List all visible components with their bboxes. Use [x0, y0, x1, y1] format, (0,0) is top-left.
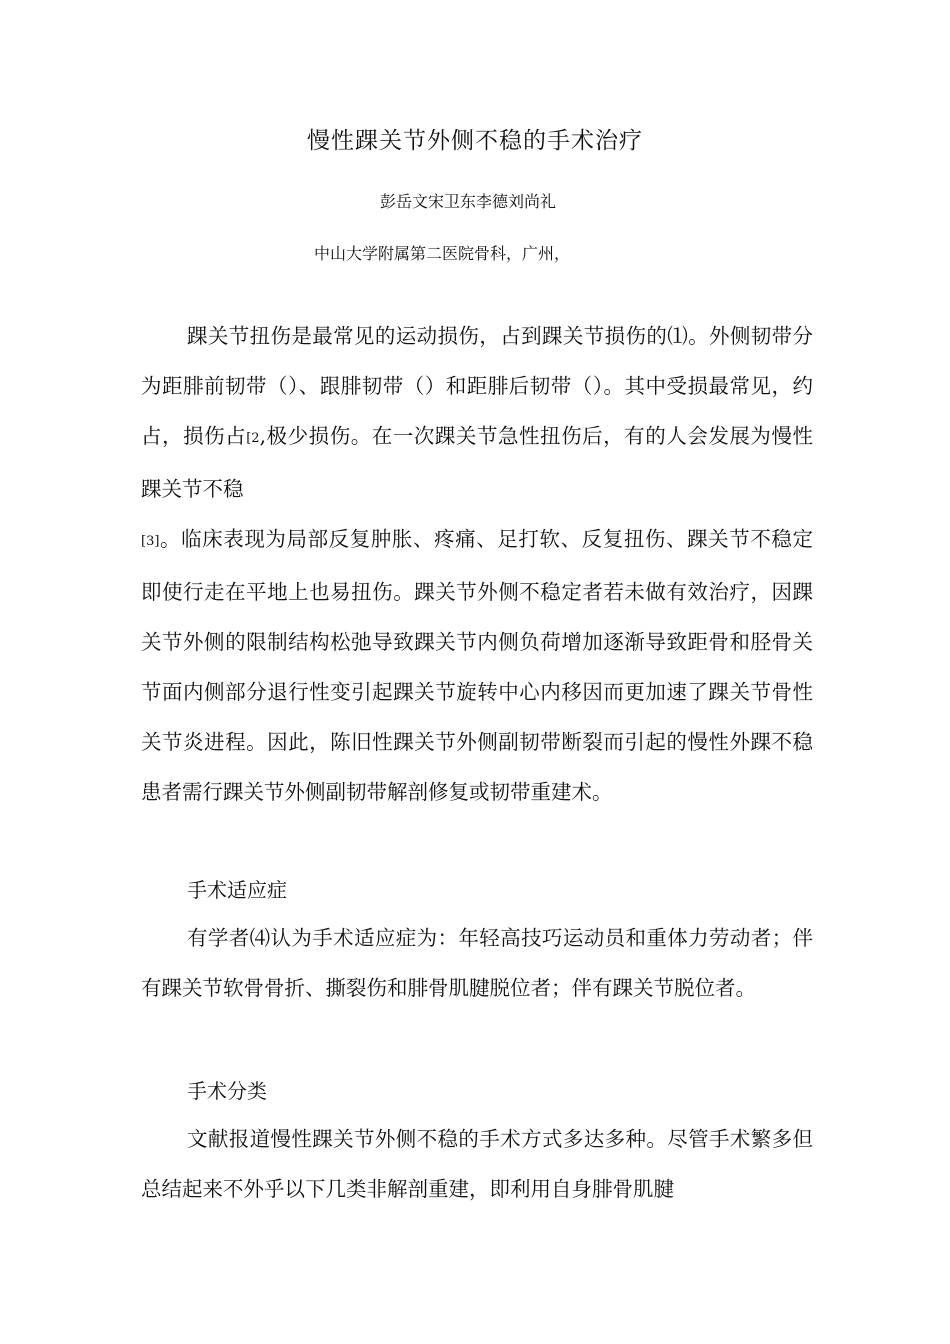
paragraph-text: 文献报道慢性踝关节外侧不稳的手术方式多达多种。尽管手术繁多但总结起来不外乎以下几类非解剖重建，即利用自身腓骨肌腱 — [141, 1127, 813, 1201]
citation-ref: [3] — [141, 534, 160, 549]
section-heading-classification: 手术分类 — [187, 1079, 267, 1103]
paragraph-classification — [141, 1114, 813, 1214]
paragraph-text: ,极少损伤。在一次踝关节急性扭伤后，有的人会发展为慢性踝关节不稳 — [141, 424, 814, 501]
paragraph-text: 有学者⑷认为手术适应症为：年轻高技巧运动员和重体力劳动者；伴有踝关节软骨骨折、撕裂伤和腓骨肌腱脱位者；伴有踝关节脱位者。 — [141, 926, 813, 1000]
author-list: 彭岳文宋卫东李德刘尚礼 — [380, 192, 557, 211]
paragraph-intro-part2 — [141, 514, 813, 817]
paragraph-intro — [141, 311, 813, 817]
paragraph-text: 。临床表现为局部反复肿胀、疼痛、足打软、反复扭伤、踝关节不稳定即使行走在平地上也易扭伤。踝关节外侧不稳定者若未做有效治疗，因踝关节外侧的限制结构松弛导致踝关节内侧负荷增加逐渐导致距骨和胫骨关节面内侧部分退行性变引起踝关节旋转中心内移因而更加速了踝关节骨性关节炎进程。因此，陈旧性踝关节外侧副韧带断裂而引起的慢性外踝不稳患者需行踝关节外侧副韧带解剖修复或韧带重建术。 — [141, 527, 813, 804]
paragraph-intro-part1 — [141, 311, 813, 514]
affiliation: 中山大学附属第二医院骨科，广州， — [314, 244, 571, 263]
citation-ref: [2 — [246, 431, 260, 446]
section-heading-indications: 手术适应症 — [187, 878, 287, 902]
paragraph-indications — [141, 913, 813, 1013]
document-title: 慢性踝关节外侧不稳的手术治疗 — [307, 128, 643, 154]
paragraph-text: 踝关节扭伤是最常见的运动损伤，占到踝关节损伤的⑴。外侧韧带分为距腓前韧带（）、跟腓韧带（）和距腓后韧带（）。其中受损最常见，约占，损伤占 — [141, 324, 813, 448]
